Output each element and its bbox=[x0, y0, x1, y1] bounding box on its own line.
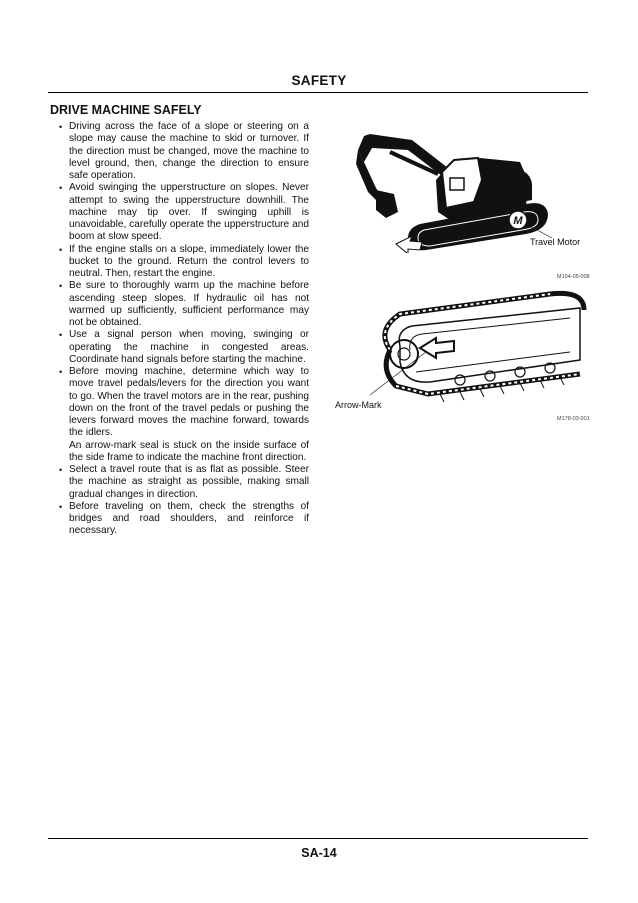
bullet-dot: • bbox=[59, 465, 63, 475]
bullet-item bbox=[59, 366, 309, 464]
arrow-mark-label: Arrow-Mark bbox=[335, 400, 382, 410]
bullet-dot: • bbox=[59, 183, 63, 194]
bullet-item bbox=[59, 182, 309, 243]
bullet-item bbox=[59, 280, 309, 329]
bullet-dot: • bbox=[59, 122, 63, 132]
bullet-text: Use a signal person when moving, swinging or operating the machine in congested areas. Coordinate hand signals before starting the machine. bbox=[69, 329, 309, 365]
bullet-item bbox=[59, 121, 309, 182]
bullet-text: Before traveling on them, check the strengths of bridges and road shoulders, and reinforce if necessary. bbox=[69, 500, 309, 537]
bullet-text: If the engine stalls on a slope, immediately lower the bucket to the ground. Return the control levers to neutral. Then, restart the engine. bbox=[69, 243, 309, 279]
bullet-text-continued: An arrow-mark seal is stuck on the inside surface of the side frame to indicate the machine front direction. bbox=[69, 439, 309, 463]
bullet-item bbox=[59, 329, 309, 366]
figure-code: M178-03-001 bbox=[557, 416, 590, 422]
bullet-item bbox=[59, 464, 309, 501]
page-number: SA-14 bbox=[301, 846, 337, 860]
bullet-text: Before moving machine, determine which way to move travel pedals/levers for the direction you want to go. When the travel motors are in the rear, pushing down on the front of the travel pedals or pushing the levers forward moves the machine forward, towards the idlers. bbox=[69, 366, 309, 439]
bullet-dot: • bbox=[59, 330, 63, 341]
bullet-text: Avoid swinging the upperstructure on slopes. Never attempt to swing the upperstructure downhill. The machine may tip over. If swinging uphill is unavoidable, carefully operate the upperstructure and boom at slow speed. bbox=[69, 182, 309, 243]
bullet-dot: • bbox=[59, 367, 63, 377]
page-title: SAFETY bbox=[291, 73, 347, 88]
header-rule bbox=[48, 92, 588, 93]
bullet-list bbox=[59, 121, 309, 538]
excavator-illustration bbox=[350, 128, 590, 253]
footer-rule bbox=[48, 838, 588, 839]
bullet-item bbox=[59, 244, 309, 281]
bullet-dot: • bbox=[59, 281, 63, 292]
figure-code: M104-05-008 bbox=[557, 274, 590, 280]
bullet-text: Select a travel route that is as flat as possible. Steer the machine as straight as possible, making small gradual changes in direction. bbox=[69, 464, 309, 500]
travel-motor-label: Travel Motor bbox=[530, 237, 581, 247]
track-frame-illustration bbox=[370, 290, 590, 410]
bullet-dot: • bbox=[59, 244, 63, 255]
motor-letter: M bbox=[513, 215, 523, 227]
section-heading: DRIVE MACHINE SAFELY bbox=[50, 103, 202, 117]
bullet-text: Driving across the face of a slope or steering on a slope may cause the machine to skid or turnover. If the direction must be changed, move the machine to level ground, then, change the direction to ensure safe operation. bbox=[69, 121, 309, 181]
bullet-item bbox=[59, 501, 309, 538]
bullet-dot: • bbox=[59, 501, 63, 512]
bullet-text: Be sure to thoroughly warm up the machine before ascending steep slopes. If hydraulic oil has not warmed up sufficiently, sufficient performance may not be obtained. bbox=[69, 280, 309, 328]
